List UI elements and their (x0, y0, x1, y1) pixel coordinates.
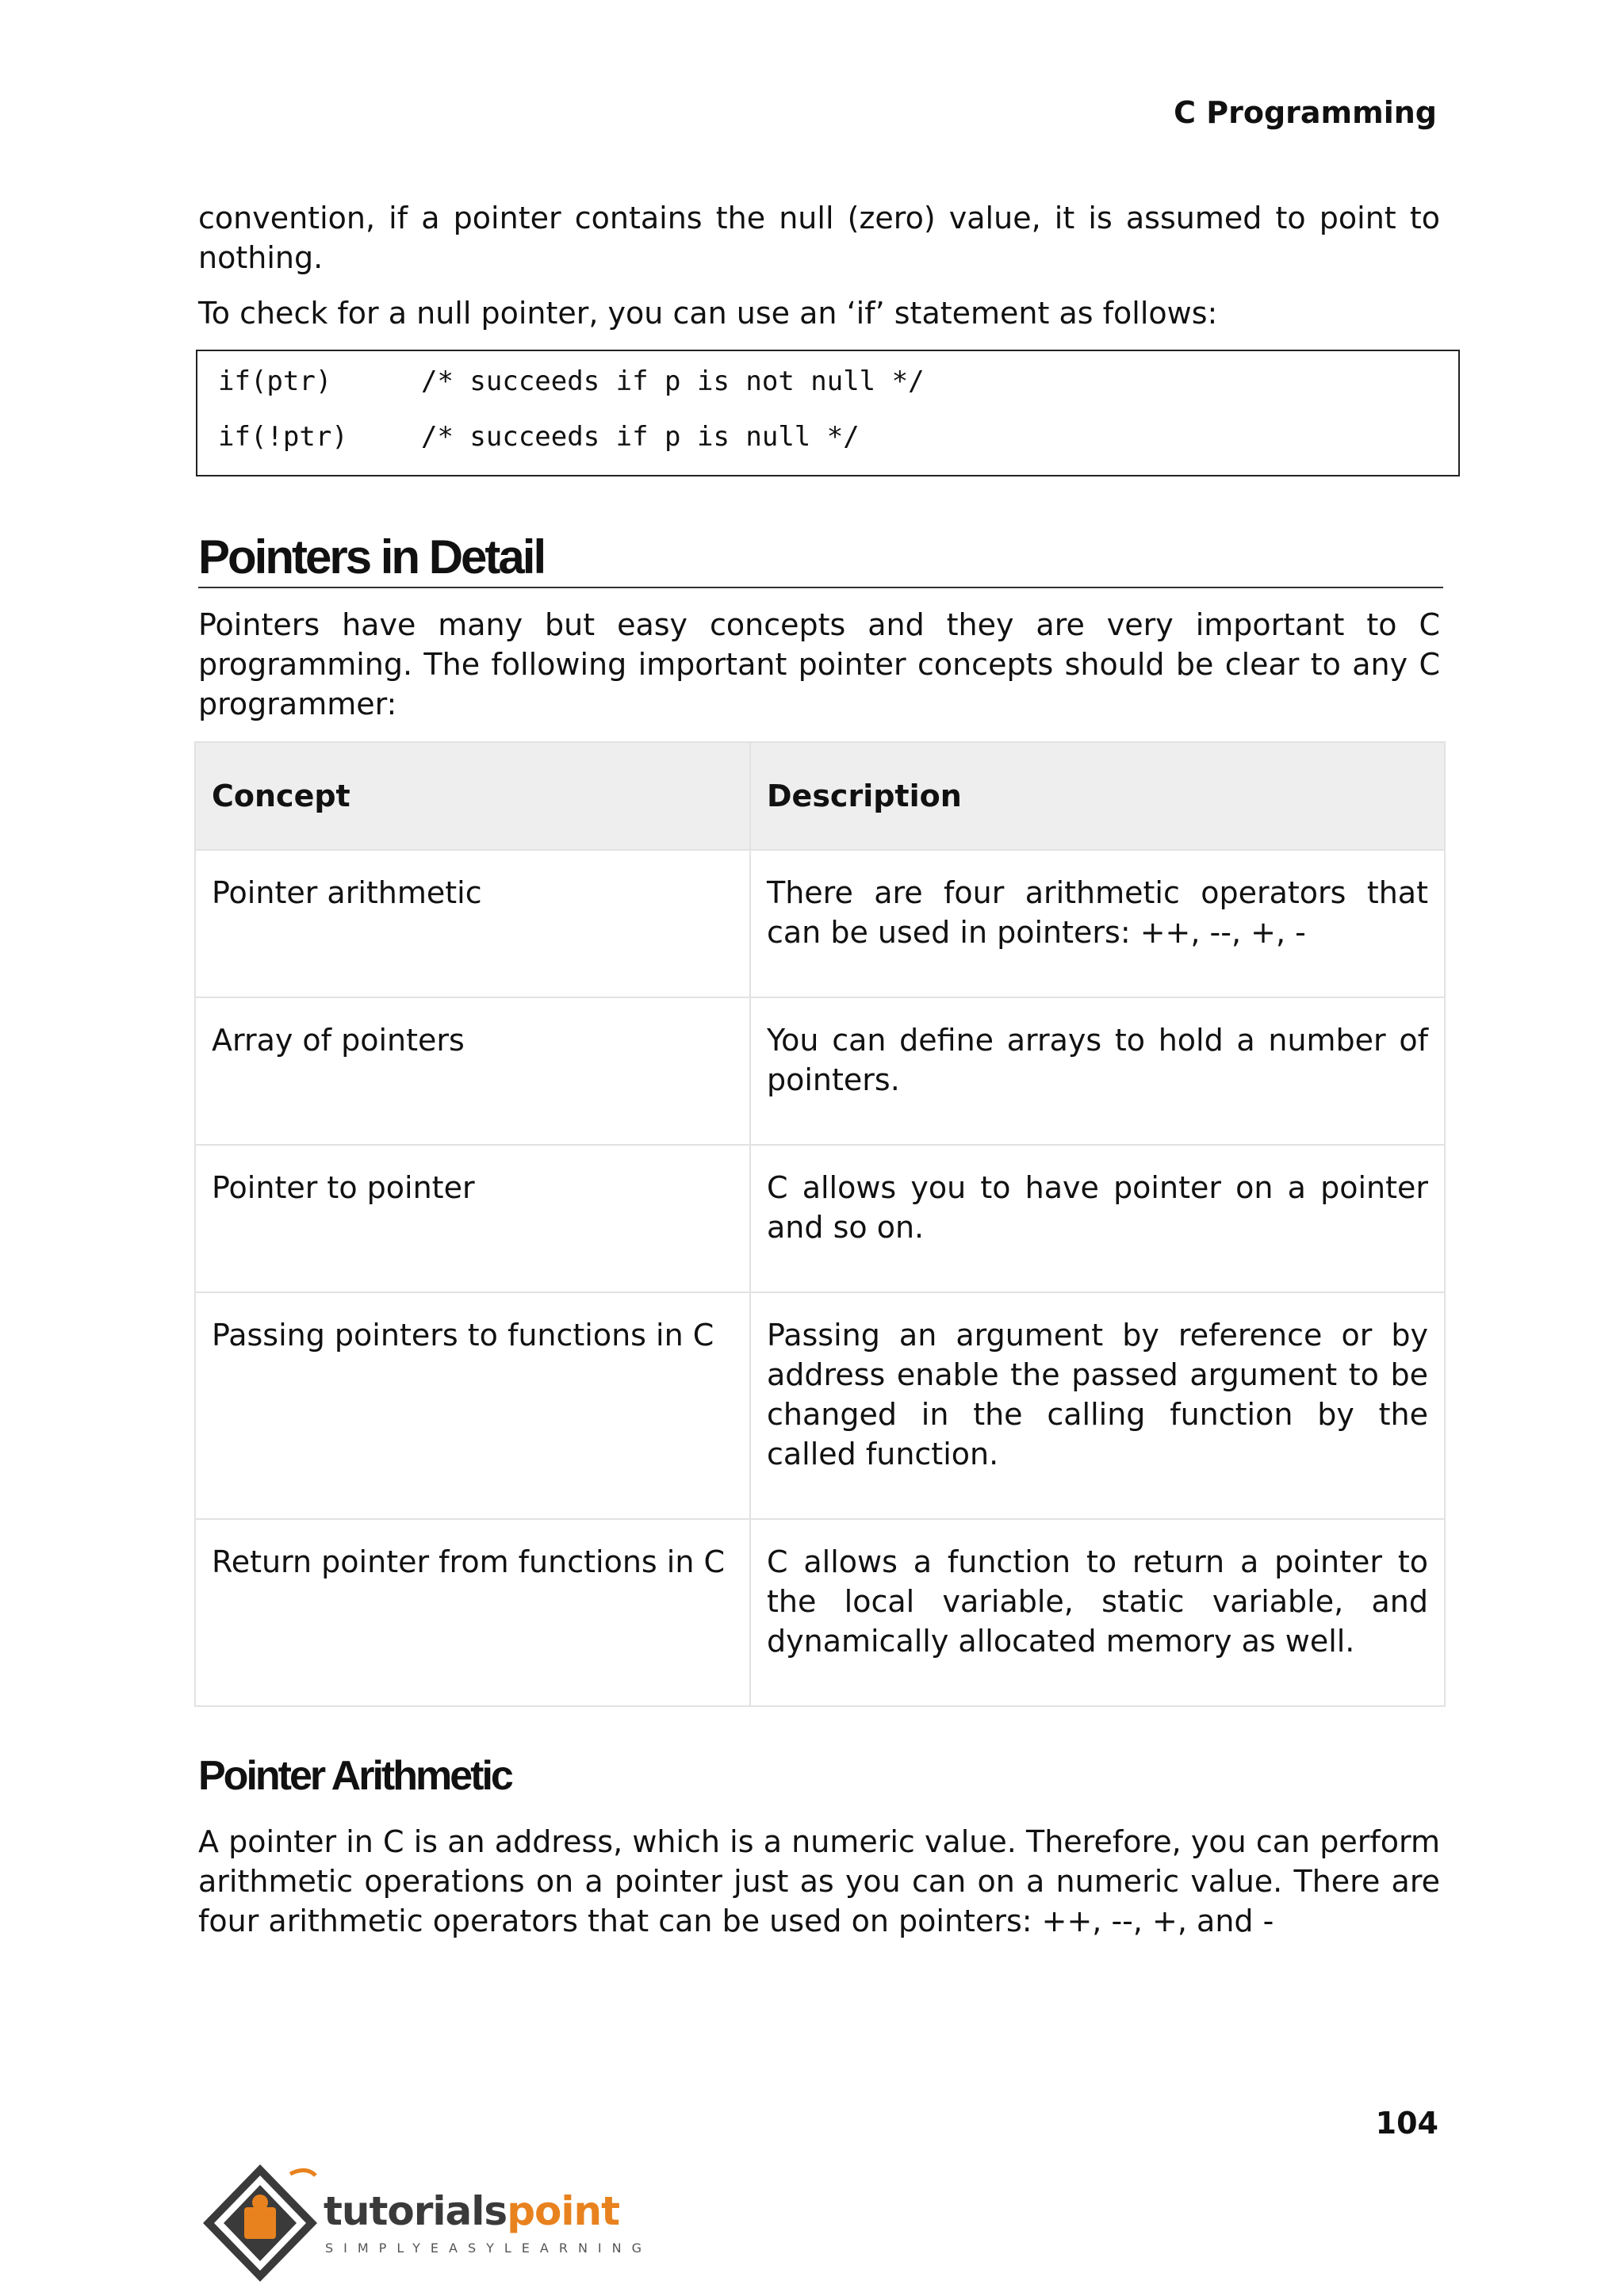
logo-emblem-icon (197, 2158, 324, 2293)
concept-cell: Return pointer from functions in C (195, 1519, 750, 1706)
concepts-table (194, 741, 1446, 1707)
intro-paragraph-1: convention, if a pointer contains the null (zero) value, it is assumed to point to nothing. (198, 201, 1440, 275)
table-row (195, 1292, 1445, 1519)
page-number: 104 (1375, 2106, 1438, 2141)
concept-cell: Pointer arithmetic (195, 850, 750, 997)
logo-word-tutorials: tutorials (324, 2188, 508, 2234)
column-header-concept: Concept (195, 742, 750, 850)
table-header-row (195, 742, 1445, 850)
description-cell: You can define arrays to hold a number of pointers. (750, 997, 1445, 1145)
table-row (195, 1145, 1445, 1292)
subsection-paragraph: A pointer in C is an address, which is a numeric value. Therefore, you can perform arithmetic operations on a pointer just as you can on a numeric value. There are four arithmetic operators that can be used on pointers: ++, --, +, and - (198, 1824, 1440, 1938)
description-cell: Passing an argument by reference or by address enable the passed argument to be changed in the calling function by the called function. (750, 1292, 1445, 1519)
code-statement: if(ptr) (218, 365, 332, 397)
intro-text (198, 198, 1440, 333)
subsection-text (198, 1822, 1440, 1941)
logo-word-point: point (507, 2188, 619, 2234)
running-header: C Programming (1174, 95, 1437, 130)
subsection-title: Pointer Arithmetic (198, 1753, 511, 1799)
description-cell: There are four arithmetic operators that can be used in pointers: ++, --, +, - (750, 850, 1445, 997)
code-statement: if(!ptr) (218, 421, 348, 453)
logo-tagline: SIMPLYEASYLEARNING (325, 2241, 653, 2256)
code-line-2 (218, 421, 860, 453)
concept-cell: Passing pointers to functions in C (195, 1292, 750, 1519)
concept-cell: Pointer to pointer (195, 1145, 750, 1292)
code-block (196, 350, 1460, 476)
tutorialspoint-logo (197, 2158, 653, 2293)
code-comment: /* succeeds if p is not null */ (421, 365, 925, 397)
description-cell: C allows a function to return a pointer to the local variable, static variable, and dynamically allocated memory as well. (750, 1519, 1445, 1706)
section-heading-wrap (198, 530, 1440, 584)
column-header-description: Description (750, 742, 1445, 850)
table-row (195, 850, 1445, 997)
concept-cell: Array of pointers (195, 997, 750, 1145)
code-comment: /* succeeds if p is null */ (421, 421, 860, 453)
subsection-heading-wrap (198, 1752, 1440, 1800)
code-line-1 (218, 365, 925, 397)
section-text (198, 605, 1440, 724)
description-cell: C allows you to have pointer on a pointer and so on. (750, 1145, 1445, 1292)
section-divider (198, 587, 1443, 588)
section-title: Pointers in Detail (198, 530, 545, 584)
section-paragraph: Pointers have many but easy concepts and they are very important to C programming. The following important pointer concepts should be clear to any C programmer: (198, 607, 1440, 721)
logo-wordmark (324, 2188, 619, 2234)
table-row (195, 1519, 1445, 1706)
table-row (195, 997, 1445, 1145)
intro-paragraph-2: To check for a null pointer, you can use an ‘if’ statement as follows: (198, 296, 1218, 331)
